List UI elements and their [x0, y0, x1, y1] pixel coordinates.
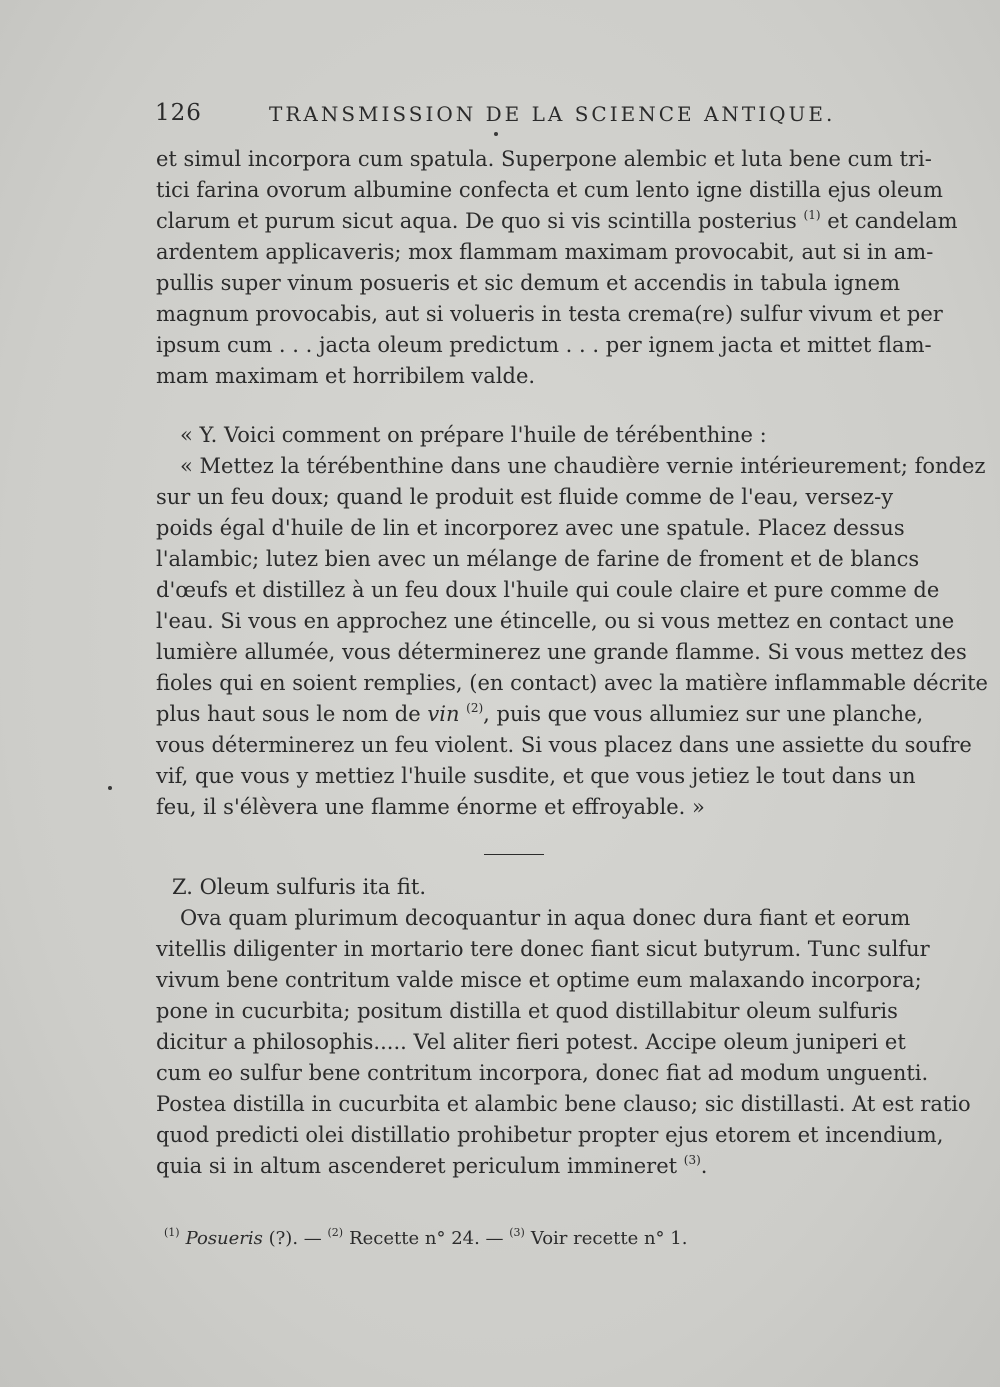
section-divider: [484, 854, 544, 855]
text-line: Postea distilla in cucurbita et alambic bene clauso; sic distillasti. At est ratio: [156, 1092, 971, 1116]
text-line: vivum bene contritum valde misce et optime eum malaxando incorpora;: [156, 968, 922, 992]
text-line: « Mettez la térébenthine dans une chaudière vernie intérieurement; fondez: [180, 454, 986, 478]
text-span: , puis que vous allumiez sur une planche,: [483, 702, 924, 726]
page-number: 126: [155, 100, 202, 126]
italic-word: vin: [427, 702, 460, 726]
footnote-number: (3): [509, 1226, 525, 1239]
text-line: fioles qui en soient remplies, (en contact) avec la matière inflammable décrite: [156, 671, 988, 695]
text-line: dicitur a philosophis..... Vel aliter fieri potest. Accipe oleum juniperi et: [156, 1030, 906, 1054]
text-line: pone in cucurbita; positum distilla et quod distillabitur oleum sulfuris: [156, 999, 898, 1023]
footnote-ref-2: (2): [466, 701, 484, 715]
text-line: sur un feu doux; quand le produit est fluide comme de l'eau, versez-y: [156, 485, 894, 509]
footnote-ref-3: (3): [683, 1153, 701, 1167]
text-line: [156, 206, 958, 237]
text-span: clarum et purum sicut aqua. De quo si vis scintilla posterius: [156, 209, 797, 233]
text-line: ardentem applicaveris; mox flammam maximam provocabit, aut si in am-: [156, 240, 934, 264]
footnote-text: Posueris: [185, 1228, 263, 1249]
text-line: l'eau. Si vous en approchez une étincelle, ou si vous mettez en contact une: [156, 609, 955, 633]
text-line: mam maximam et horribilem valde.: [156, 364, 536, 388]
running-title: TRANSMISSION DE LA SCIENCE ANTIQUE.: [269, 102, 836, 126]
footnote-text: Recette n° 24. —: [349, 1228, 510, 1249]
text-line: pullis super vinum posueris et sic demum et accendis in tabula ignem: [156, 271, 900, 295]
footnote-number: (1): [164, 1226, 180, 1239]
text-line: tici farina ovorum albumine confecta et cum lento igne distilla ejus oleum: [156, 178, 943, 202]
text-line: ipsum cum . . . jacta oleum predictum . . . per ignem jacta et mittet flam-: [156, 333, 932, 357]
footnotes: [164, 1226, 687, 1249]
text-span: et candelam: [820, 209, 958, 233]
text-line: cum eo sulfur bene contritum incorpora, donec fiat ad modum unguenti.: [156, 1061, 929, 1085]
text-line: quod predicti olei distillatio prohibetur propter ejus etorem et incendium,: [156, 1123, 944, 1147]
text-line: lumière allumée, vous déterminerez une grande flamme. Si vous mettez des: [156, 640, 967, 664]
section-heading: « Y. Voici comment on prépare l'huile de térébenthine :: [180, 423, 767, 447]
text-line: magnum provocabis, aut si volueris in testa crema(re) sulfur vivum et per: [156, 302, 943, 326]
section-heading: Z. Oleum sulfuris ita fit.: [172, 875, 427, 899]
page-header: [155, 100, 836, 140]
footnote-number: (2): [327, 1226, 344, 1239]
text-line: Ova quam plurimum decoquantur in aqua donec dura fiant et eorum: [180, 906, 911, 930]
french-paragraph: [156, 420, 988, 823]
text-span: plus haut sous le nom de: [156, 702, 421, 726]
text-line: vif, que vous y mettiez l'huile susdite, et que vous jetiez le tout dans un: [156, 764, 916, 788]
latin-paragraph-1: [156, 144, 958, 392]
footnote-text: Voir recette n° 1.: [530, 1228, 688, 1249]
footnote-ref-1: (1): [803, 208, 821, 222]
print-speck: [108, 786, 112, 790]
footnote-text: (?). —: [262, 1228, 328, 1249]
text-line: poids égal d'huile de lin et incorporez avec une spatule. Placez dessus: [156, 516, 905, 540]
text-line: [156, 699, 924, 730]
text-line: et simul incorpora cum spatula. Superpone alembic et luta bene cum tri-: [156, 147, 932, 171]
text-span: .: [700, 1154, 708, 1178]
latin-paragraph-2: [156, 872, 971, 1182]
text-line: vous déterminerez un feu violent. Si vous placez dans une assiette du soufre: [156, 733, 972, 757]
text-line: vitellis diligenter in mortario tere donec fiant sicut butyrum. Tunc sulfur: [156, 937, 930, 961]
text-line: d'œufs et distillez à un feu doux l'huile qui coule claire et pure comme de: [156, 578, 940, 602]
text-line: feu, il s'élèvera une flamme énorme et effroyable. »: [156, 795, 705, 819]
print-speck: [494, 132, 498, 136]
text-line: l'alambic; lutez bien avec un mélange de farine de froment et de blancs: [156, 547, 920, 571]
text-span: quia si in altum ascenderet periculum immineret: [156, 1154, 678, 1178]
text-line: [156, 1151, 890, 1182]
